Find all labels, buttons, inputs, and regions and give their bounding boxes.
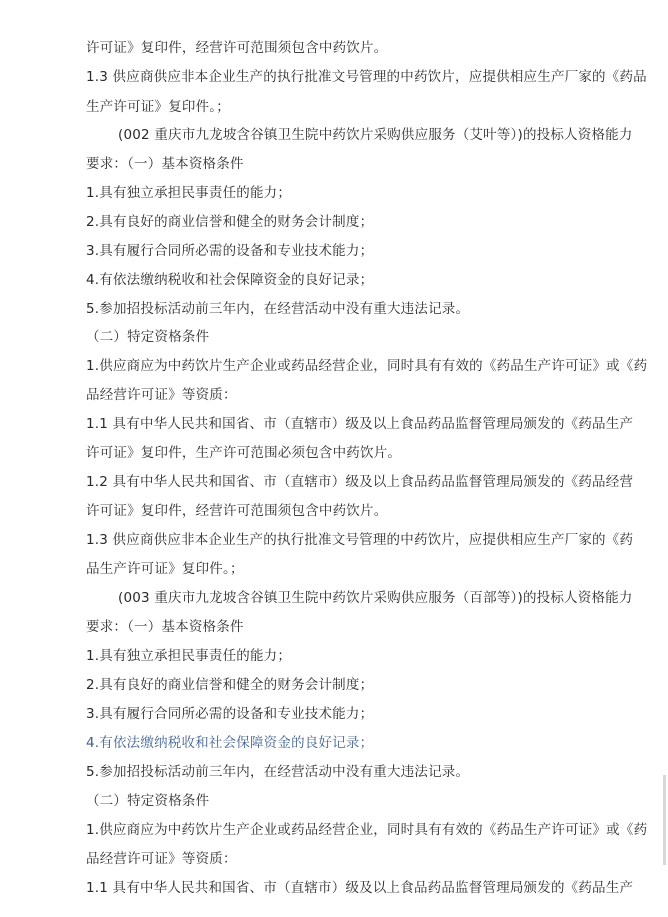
text-line: 要求：（一）基本资格条件 bbox=[86, 619, 244, 635]
text-line: 3.具有履行合同所必需的设备和专业技术能力； bbox=[86, 243, 374, 259]
text-line: 要求：（一）基本资格条件 bbox=[86, 156, 244, 172]
text-line: 1.1 具有中华人民共和国省、市（直辖市）级及以上食品药品监督管理局颁发的《药品生产 bbox=[86, 880, 634, 896]
text-line: 品经营许可证》等资质： bbox=[86, 851, 237, 867]
text-line: (002 重庆市九龙坡含谷镇卫生院中药饮片采购供应服务（艾叶等）)的投标人资格能力 bbox=[118, 127, 633, 143]
text-line: 1.具有独立承担民事责任的能力； bbox=[86, 648, 292, 664]
scan-edge-mark bbox=[663, 775, 666, 865]
text-line: 1.1 具有中华人民共和国省、市（直辖市）级及以上食品药品监督管理局颁发的《药品生产 bbox=[86, 416, 634, 432]
text-line: 1.供应商应为中药饮片生产企业或药品经营企业，同时具有有效的《药品生产许可证》或《药 bbox=[86, 822, 648, 838]
text-line: 1.供应商应为中药饮片生产企业或药品经营企业，同时具有有效的《药品生产许可证》或《药 bbox=[86, 358, 648, 374]
text-line: （二）特定资格条件 bbox=[86, 329, 210, 345]
text-line: 1.2 具有中华人民共和国省、市（直辖市）级及以上食品药品监督管理局颁发的《药品经营 bbox=[86, 474, 634, 490]
text-line: (003 重庆市九龙坡含谷镇卫生院中药饮片采购供应服务（百部等）)的投标人资格能力 bbox=[118, 590, 633, 606]
text-line: 2.具有良好的商业信誉和健全的财务会计制度； bbox=[86, 214, 374, 230]
text-line: 5.参加招投标活动前三年内，在经营活动中没有重大违法记录。 bbox=[86, 764, 470, 780]
text-line: 许可证》复印件，生产许可范围必须包含中药饮片。 bbox=[86, 445, 402, 461]
text-line: （二）特定资格条件 bbox=[86, 793, 210, 809]
text-line: 1.3 供应商供应非本企业生产的执行批准文号管理的中药饮片，应提供相应生产厂家的《药品 bbox=[86, 69, 647, 85]
text-line: 2.具有良好的商业信誉和健全的财务会计制度； bbox=[86, 677, 374, 693]
text-line: 品经营许可证》等资质： bbox=[86, 387, 237, 403]
text-line: 4.有依法缴纳税收和社会保障资金的良好记录； bbox=[86, 735, 374, 751]
text-line: 许可证》复印件，经营许可范围须包含中药饮片。 bbox=[86, 503, 388, 519]
text-line: 品生产许可证》复印件。； bbox=[86, 561, 244, 577]
text-line: 1.3 供应商供应非本企业生产的执行批准文号管理的中药饮片，应提供相应生产厂家的《药 bbox=[86, 532, 634, 548]
text-line: 许可证》复印件，经营许可范围须包含中药饮片。 bbox=[86, 40, 388, 56]
text-line: 4.有依法缴纳税收和社会保障资金的良好记录； bbox=[86, 272, 374, 288]
text-line: 3.具有履行合同所必需的设备和专业技术能力； bbox=[86, 706, 374, 722]
text-line: 生产许可证》复印件。； bbox=[86, 99, 230, 115]
text-line: 1.具有独立承担民事责任的能力； bbox=[86, 185, 292, 201]
text-line: 5.参加招投标活动前三年内，在经营活动中没有重大违法记录。 bbox=[86, 301, 470, 317]
